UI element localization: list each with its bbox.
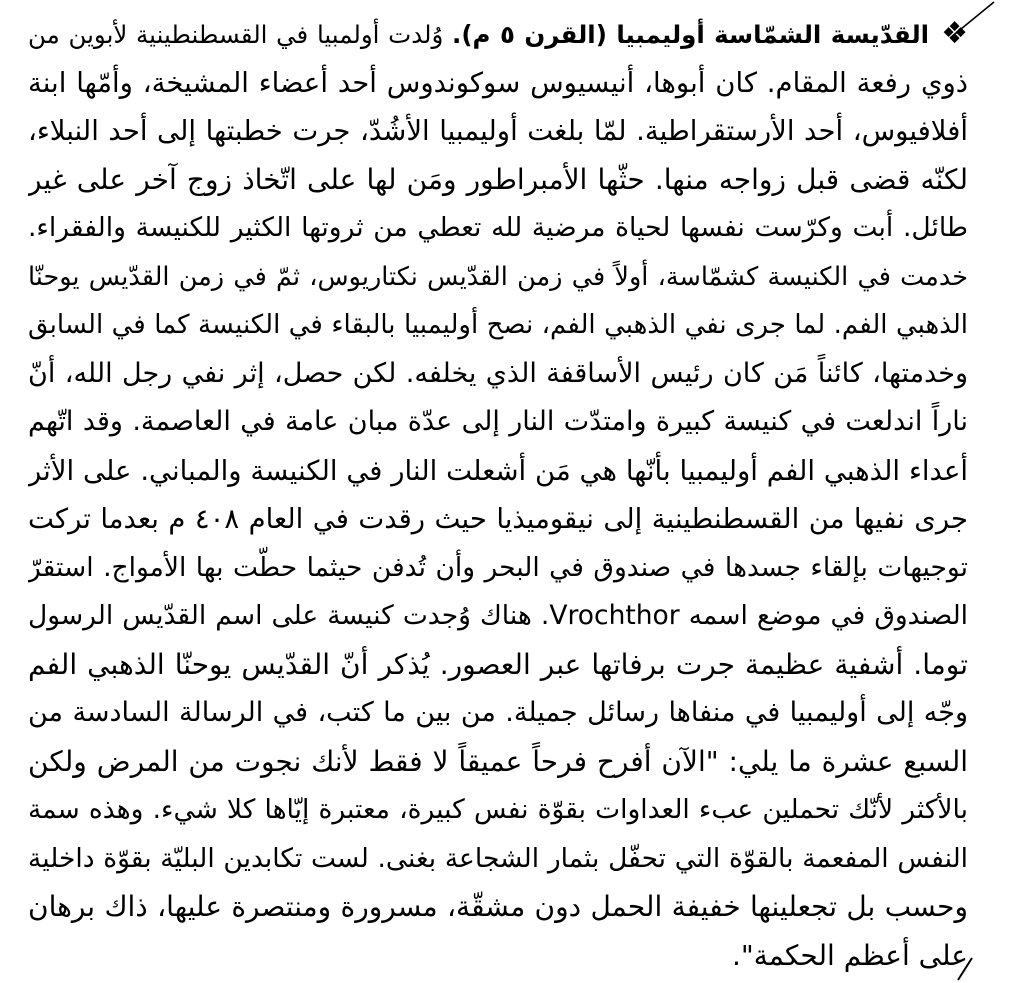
text-line-1 [28,10,968,59]
text-line-16: السبع عشرة ما يلي: "الآن أفرح فرحاً عميقاً لا فقط لأنك نجوت من المرض ولكن [28,744,968,778]
text-line-14: توما. أشفية عظيمة جرت برفاتها عبر العصور. يُذكر أنّ القدّيس يوحنّا الذهبي الفم [28,647,968,681]
diamond-bullet-icon: ❖ [941,16,968,51]
text-line-4: لكنّه قضى قبل زواجه منها. حثّها الأمبراطور ومَن لها على اتّخاذ زوج آخر على غير [28,162,968,196]
text-line-2: ذوي رفعة المقام. كان أبوها، أنيسيوس سوكوندوس أحد أعضاء المشيخة، وأمّها ابنة [28,66,968,99]
text-line-12: توجيهات بإلقاء جسدها في صندوق في البحر وأن تُدفن حيثما حطّت بها الأمواج. استقرّ [28,551,968,583]
text-line-19: وحسب بل تجعلينها خفيفة الحمل دون مشقّة، مسرورة ومنتصرة عليها، ذاك برهان [28,890,968,923]
text-line-5: طائل. أبت وكرّست نفسها لحياة مرضية لله تعطي من ثروتها الكثير للكنيسة والفقراء. [28,212,968,243]
text-line-3: أفلافيوس، أحد الأرستقراطية. لمّا بلغت أوليمبيا الأشُدّ، جرت خطبتها إلى أحد النبلاء، [28,115,968,147]
text-line-18: النفس المفعمة بالقوّة التي تحفّل بثمار الشجاعة بغنى. لست تكابدين البليّة بقوّة داخلية [28,842,968,874]
article-body [28,10,968,980]
text-line-13: الصندوق في موضع اسمه Vrochthor. هناك وُجدت كنيسة على اسم القدّيس الرسول [28,600,968,631]
text-line-17: بالأكثر لأنّك تحملين عبء العداوات بقوّة نفس كبيرة، معتبرة إيّاها كلا شيء. وهذه سمة [28,794,968,825]
text-line-9: ناراً اندلعت في كنيسة كبيرة وامتدّت النار إلى عدّة مبان عامة في العاصمة. وقد اتّهم [28,406,968,437]
text-line-20: على أعظم الحكمة". [731,938,968,972]
line-text: وُلدت أولمبيا في القسطنطينية لأبوين من [28,20,444,49]
text-line-11: جرى نفيها من القسطنطينية إلى نيقوميذيا حيث رقدت في العام ٤٠٨ م بعدما تركت [28,503,968,535]
article-heading: القدّيسة الشمّاسة أوليمبيا (القرن ٥ م). [452,20,930,49]
text-line-7: الذهبي الفم. لما جرى نفي الذهبي الفم، نصح أوليمبيا بالبقاء في الكنيسة كما في السابق [28,310,968,340]
text-line-10: أعداء الذهبي الفم أوليمبيا بأنّها هي مَن أشعلت النار في الكنيسة والمباني. على الأثر [28,454,968,487]
text-line-8: وخدمتها، كائناً مَن كان رئيس الأساقفة الذي يخلفه. لكن حصل، إثر نفي رجل الله، أنّ [28,357,968,389]
text-line-15: وجّه إلى أوليمبيا في منفاها رسائل جميلة. من بين ما كتب، في الرسالة السادسة من [28,697,968,728]
text-line-6: خدمت في الكنيسة كشمّاسة، أولاً في زمن القدّيس نكتاريوس، ثمّ في زمن القدّيس يوحنّا [28,261,968,292]
